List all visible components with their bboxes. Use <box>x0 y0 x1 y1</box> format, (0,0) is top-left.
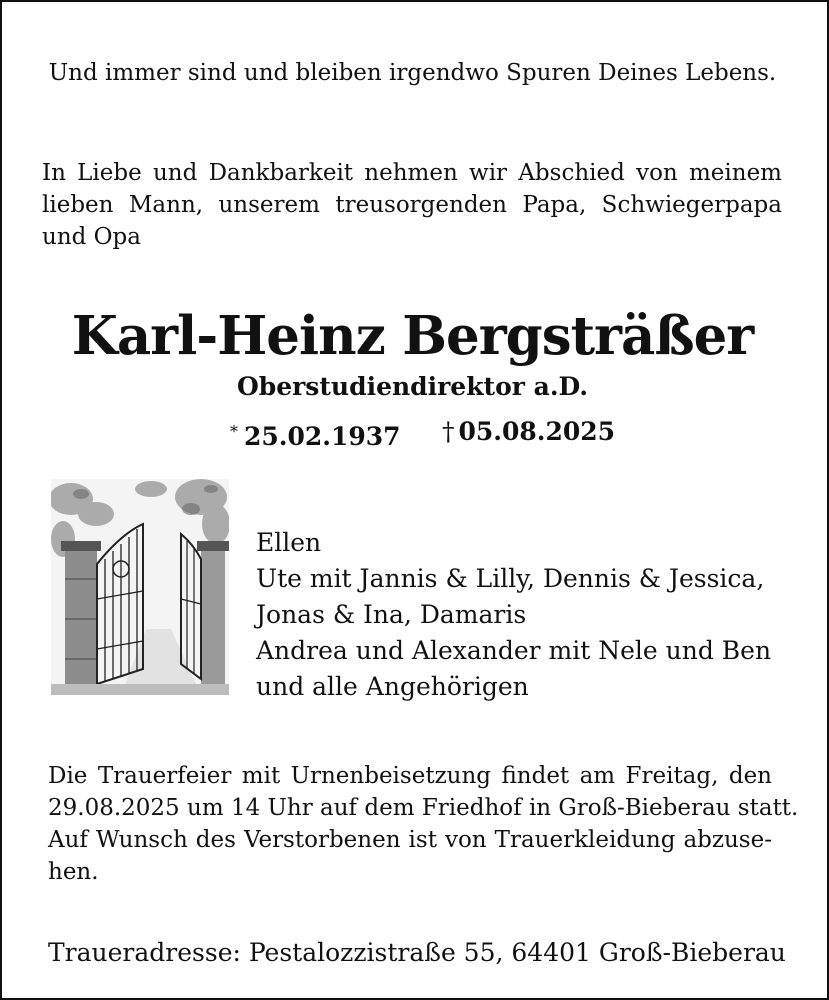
family-line: und alle Angehörigen <box>256 672 529 701</box>
motto: Und immer sind und bleiben irgendwo Spuren Deines Lebens. <box>48 60 777 86</box>
ceremony-text <box>48 760 799 888</box>
family-list <box>256 525 771 705</box>
family-line: Jonas & Ina, Damaris <box>256 600 527 629</box>
mourning-address: Traueradresse: Pestalozzistraße 55, 64401 Groß-Bieberau <box>48 938 786 967</box>
ceremony-line: Auf Wunsch des Verstorbenen ist von Trauerkleidung abzuse- <box>48 827 772 853</box>
garden-gate-icon <box>51 479 229 695</box>
birth-star-icon: * <box>230 422 238 441</box>
intro-text: In Liebe und Dankbarkeit nehmen wir Abschied von meinem lieben Mann, unserem treusorgenden Papa, Schwiegerpapa und Opa <box>42 160 782 250</box>
ceremony-line: Die Trauerfeier mit Urnenbeisetzung findet am Freitag, den <box>48 763 772 789</box>
deceased-name: Karl-Heinz Bergsträßer <box>71 305 754 367</box>
birth-date: 25.02.1937 <box>244 422 401 451</box>
death-cross-icon: † <box>442 417 455 446</box>
death-info <box>442 415 615 449</box>
ceremony-line: hen. <box>48 859 99 885</box>
family-line: Ellen <box>256 528 322 557</box>
family-line: Andrea und Alexander mit Nele und Ben <box>256 636 772 665</box>
ceremony-line: 29.08.2025 um 14 Uhr auf dem Friedhof in Groß-Bieberau statt. <box>48 795 799 821</box>
death-date: 05.08.2025 <box>458 417 616 446</box>
family-line: Ute mit Jannis & Lilly, Dennis & Jessica, <box>256 564 765 593</box>
birth-info <box>230 415 401 454</box>
deceased-title: Oberstudiendirektor a.D. <box>236 372 589 401</box>
